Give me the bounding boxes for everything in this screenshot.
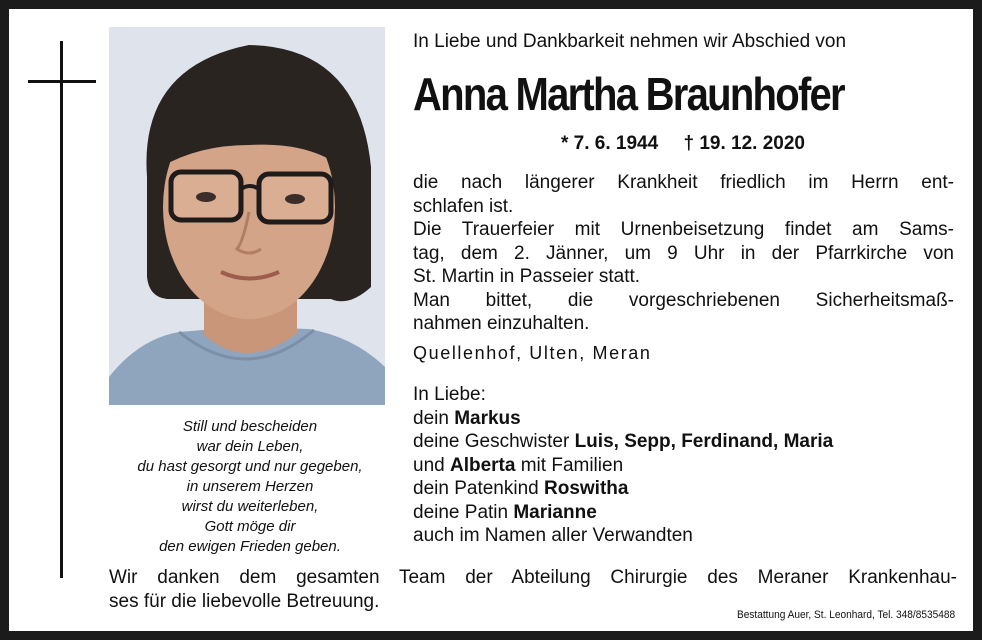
thanks-text: [109, 566, 957, 613]
announcement-text: [413, 171, 954, 336]
mourner-line: auch im Namen aller Verwandten: [413, 525, 693, 546]
thanks-line: ses für die liebevolle Betreuung.: [109, 590, 380, 612]
cross-vertical-bar: [60, 41, 63, 578]
funeral-home-credit: Bestattung Auer, St. Leonhard, Tel. 348/8535488: [736, 609, 955, 621]
mourners-list: [413, 383, 833, 548]
poem-line: Gott möge dir: [204, 518, 296, 535]
places-line: Quellenhof, Ulten, Meran: [413, 343, 652, 363]
poem-line: den ewigen Frieden geben.: [159, 538, 341, 555]
mourner-line: dein Markus: [413, 407, 521, 429]
mourner-line: dein Patenkind Roswitha: [413, 478, 629, 499]
poem-line: Still und bescheiden: [182, 418, 318, 435]
announcement-line: nahmen einzuhalten.: [413, 313, 590, 334]
announcement-line: Die Trauerfeier mit Urnenbeisetzung findet am Sams-: [413, 219, 954, 240]
life-dates: [413, 133, 953, 155]
announcement-line: St. Martin in Passeier statt.: [413, 266, 641, 287]
announcement-line: Man bittet, die vorgeschriebenen Sicherheitsmaß-: [413, 289, 954, 311]
portrait-illustration: [109, 27, 385, 405]
thanks-line: Wir danken dem gesamten Team der Abteilung Chirurgie des Meraner Krankenhau-: [109, 567, 957, 588]
poem-line: wirst du weiterleben,: [181, 498, 319, 515]
portrait-photo: [109, 27, 385, 405]
obituary-notice: [9, 9, 973, 631]
deceased-name: Anna Martha Braunhofer: [413, 68, 844, 120]
mourner-line: deine Geschwister Luis, Sepp, Ferdinand, Maria: [413, 431, 834, 452]
cross-horizontal-bar: [28, 80, 96, 83]
mourners-heading: In Liebe:: [413, 384, 486, 405]
mourner-line: und Alberta mit Familien: [413, 454, 624, 476]
poem-line: in unserem Herzen: [186, 478, 314, 495]
mourner-line: deine Patin Marianne: [413, 501, 597, 523]
death-date: † 19. 12. 2020: [683, 133, 805, 154]
announcement-line: die nach längerer Krankheit friedlich im Herrn ent-: [413, 172, 954, 193]
intro-line: In Liebe und Dankbarkeit nehmen wir Abschied von: [413, 31, 847, 52]
birth-date: * 7. 6. 1944: [561, 133, 659, 154]
memorial-poem: [119, 417, 381, 557]
announcement-line: tag, dem 2. Jänner, um 9 Uhr in der Pfarrkirche von: [413, 242, 954, 264]
announcement-line: schlafen ist.: [413, 195, 514, 217]
poem-line: war dein Leben,: [196, 438, 304, 455]
poem-line: du hast gesorgt und nur gegeben,: [137, 458, 363, 475]
